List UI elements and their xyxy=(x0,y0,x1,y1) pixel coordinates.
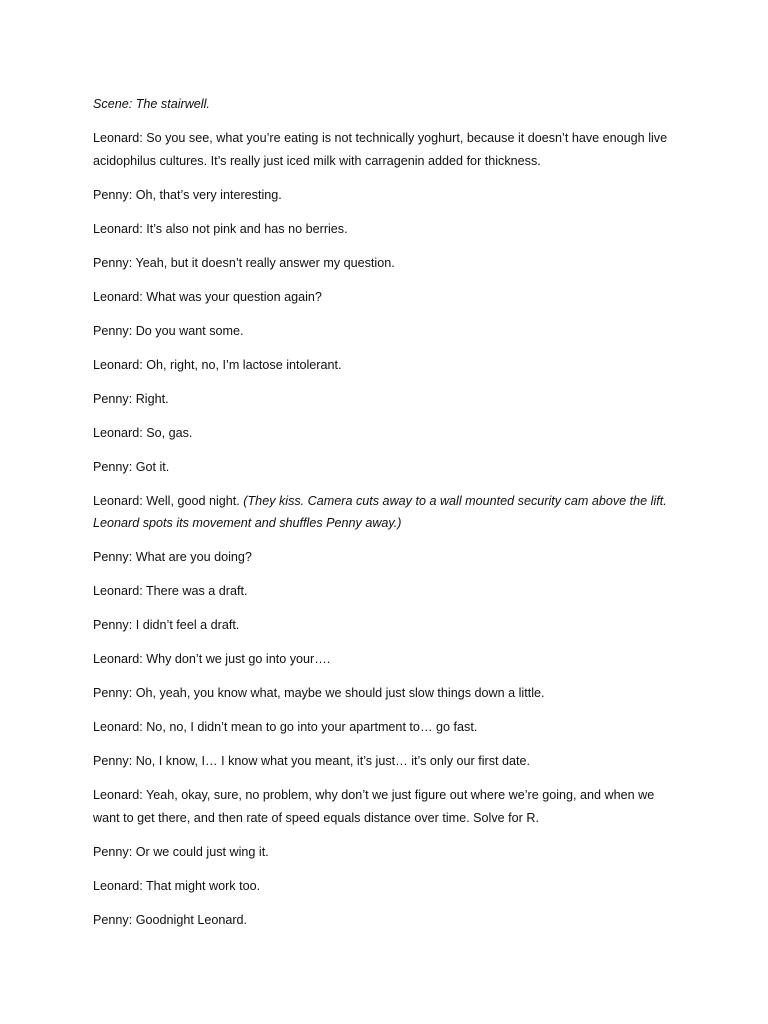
script-line xyxy=(93,875,678,898)
dialogue-text: Penny: Right. xyxy=(93,391,169,406)
script-line xyxy=(93,354,678,377)
dialogue-text: Penny: Oh, that’s very interesting. xyxy=(93,187,282,202)
dialogue-text: Leonard: So you see, what you’re eating is not technically yoghurt, because it doesn’t have enough live acidophilus cultures. It’s really just iced milk with carragenin added for thickness. xyxy=(93,131,668,168)
dialogue-text: Penny: Got it. xyxy=(93,459,170,474)
dialogue-text: Leonard: Why don’t we just go into your…. xyxy=(93,652,331,666)
dialogue-text: Leonard: That might work too. xyxy=(93,878,261,893)
dialogue-text: Leonard: What was your question again? xyxy=(93,289,322,304)
dialogue-text: Penny: Oh, yeah, you know what, maybe we should just slow things down a little. xyxy=(93,686,545,700)
script-line xyxy=(93,252,678,275)
script-line xyxy=(93,388,678,411)
scene-heading: Scene: The stairwell. xyxy=(93,97,210,111)
script-line xyxy=(93,716,678,739)
dialogue-text: Leonard: It’s also not pink and has no berries. xyxy=(93,221,348,236)
dialogue-text: Leonard: Oh, right, no, I’m lactose intolerant. xyxy=(93,357,342,372)
stage-direction: (They kiss. Camera cuts away to a wall mounted security cam above the lift. Leonard spots its movement and shuffles Penny away.) xyxy=(93,493,667,530)
script-line xyxy=(93,580,678,603)
dialogue-text: Penny: I didn’t feel a draft. xyxy=(93,618,240,632)
script-line xyxy=(93,614,678,637)
dialogue-text: Penny: What are you doing? xyxy=(93,550,252,564)
dialogue-text: Leonard: Yeah, okay, sure, no problem, why don’t we just figure out where we’re going, and when we want to get there, and then rate of speed equals distance over time. Solve for R. xyxy=(93,788,655,825)
script-line xyxy=(93,546,678,569)
script-line xyxy=(93,909,678,932)
script-body xyxy=(93,93,678,943)
dialogue-text: Leonard: No, no, I didn’t mean to go into your apartment to… go fast. xyxy=(93,720,478,734)
dialogue-text: Penny: Do you want some. xyxy=(93,323,244,338)
script-line xyxy=(93,184,678,207)
dialogue-text: Leonard: Well, good night. xyxy=(93,493,240,508)
script-line xyxy=(93,490,678,535)
script-line xyxy=(93,784,678,829)
dialogue-text: Penny: No, I know, I… I know what you meant, it’s just… it’s only our first date. xyxy=(93,754,531,768)
dialogue-text: Leonard: There was a draft. xyxy=(93,584,248,598)
script-line xyxy=(93,841,678,864)
script-line xyxy=(93,127,678,172)
script-line xyxy=(93,648,678,671)
script-line xyxy=(93,286,678,309)
dialogue-text: Penny: Or we could just wing it. xyxy=(93,844,269,859)
dialogue-text: Penny: Yeah, but it doesn’t really answer my question. xyxy=(93,255,395,270)
dialogue-text: Penny: Goodnight Leonard. xyxy=(93,912,248,927)
script-line xyxy=(93,750,678,773)
dialogue-text: Leonard: So, gas. xyxy=(93,425,193,440)
script-line xyxy=(93,682,678,705)
script-line xyxy=(93,422,678,445)
script-line xyxy=(93,320,678,343)
script-line xyxy=(93,218,678,241)
script-line xyxy=(93,456,678,479)
